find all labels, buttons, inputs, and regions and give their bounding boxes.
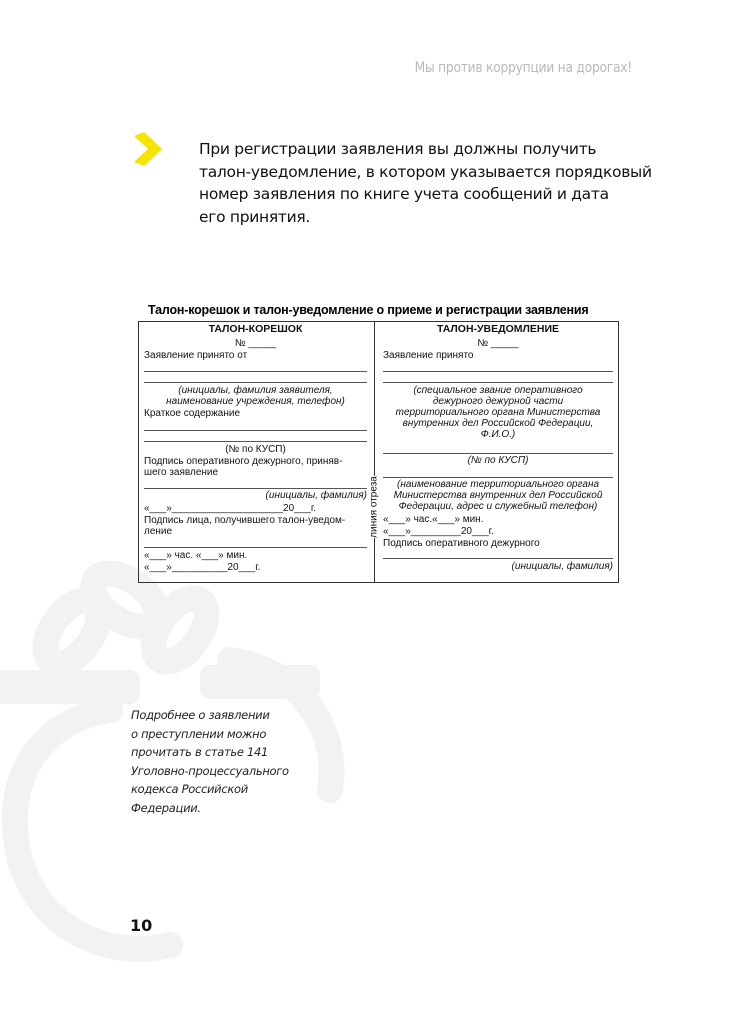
notice-kusp: (№ по КУСП) (467, 455, 529, 466)
stub-number: № _____ (234, 338, 277, 349)
notice-signature-officer: Подпись оперативного дежурного (383, 538, 540, 549)
notice-time-line: «___» час.«___» мин. (383, 514, 484, 525)
note-line: о преступлении можно (131, 726, 267, 741)
intro-line: его принятия. (199, 207, 311, 226)
stub-signature-receiver: ление (144, 526, 173, 537)
notice-blank-line (383, 453, 613, 454)
intro-text (199, 138, 652, 228)
stub-accepted-from: Заявление принято от (144, 350, 248, 361)
stub-blank-line (144, 430, 367, 431)
notice-hint-rank: Ф.И.О.) (480, 429, 516, 440)
stub-kusp: (№ по КУСП) (225, 444, 286, 455)
stub-hint-applicant: наименование учреждения, телефон) (166, 396, 345, 407)
note-line: Уголовно-процессуального (131, 763, 289, 778)
notice-blank-line (383, 558, 613, 559)
note-line: кодекса Российской (131, 782, 248, 796)
stub-blank-line (144, 488, 367, 489)
notice-hint-organ: (наименование территориального органа (396, 479, 600, 490)
page-number: 10 (130, 916, 153, 935)
notice-hint-rank: дежурного дежурной части (432, 396, 564, 407)
stub-signature-officer: шего заявление (144, 467, 219, 478)
intro-line: номер заявления по книге учета сообщений и дата (199, 185, 609, 203)
notice-blank-line (383, 477, 613, 478)
note-line: Подробнее о заявлении (131, 708, 270, 722)
note-line: Федерации. (131, 800, 201, 815)
note-line: прочитать в статье 141 (131, 745, 269, 759)
stub-heading: ТАЛОН-КОРЕШОК (208, 323, 303, 335)
cut-line-label: линия отреза (368, 476, 380, 538)
notice-number: № _____ (477, 338, 519, 349)
notice-date-line: «___»_________20___г. (383, 526, 494, 537)
form-title: Талон-корешок и талон-уведомление о приеме и регистрации заявления (148, 303, 589, 317)
notice-hint-rank: внутренних дел Российской Федерации, (402, 418, 594, 429)
notice-hint-rank: (специальное звание оперативного (413, 385, 583, 396)
notice-blank-line (383, 382, 613, 383)
chevron-right-icon (132, 132, 164, 166)
header-title: Мы против коррупции на дорогах! (414, 60, 632, 76)
notice-accepted: Заявление принято (383, 350, 474, 361)
notice-hint-organ: Федерации, адрес и служебный телефон) (398, 501, 598, 512)
stub-time-line: «___» час. «___» мин. (144, 550, 248, 561)
stub-blank-line (144, 382, 367, 383)
stub-summary-label: Краткое содержание (144, 408, 241, 419)
notice-hint-rank: территориального органа Министерства (395, 407, 601, 418)
form-figure (138, 321, 619, 583)
stub-signature-receiver: Подпись лица, получившего талон-уведом- (144, 515, 346, 526)
stub-date-line-2: «___»__________20___г. (144, 562, 261, 573)
stub-date-line: «___»____________________20___г. (144, 503, 317, 514)
notice-hint-organ: Министерства внутренних дел Российской (393, 490, 603, 501)
notice-heading: ТАЛОН-УВЕДОМЛЕНИЕ (436, 323, 560, 335)
intro-line: При регистрации заявления вы должны получить (199, 140, 597, 158)
stub-blank-line (144, 547, 367, 548)
notice-blank-line (383, 371, 613, 372)
stub-signature-officer: Подпись оперативного дежурного, приняв- (144, 456, 343, 467)
stub-hint-initials: (инициалы, фамилия) (265, 490, 367, 501)
notice-hint-initials: (инициалы, фамилия) (511, 561, 613, 572)
intro-line: талон-уведомление, в котором указывается порядковый (199, 162, 652, 181)
stub-blank-line (144, 441, 367, 442)
stub-blank-line (144, 371, 367, 372)
side-note (131, 706, 331, 817)
stub-hint-applicant: (инициалы, фамилия заявителя, (178, 385, 333, 396)
